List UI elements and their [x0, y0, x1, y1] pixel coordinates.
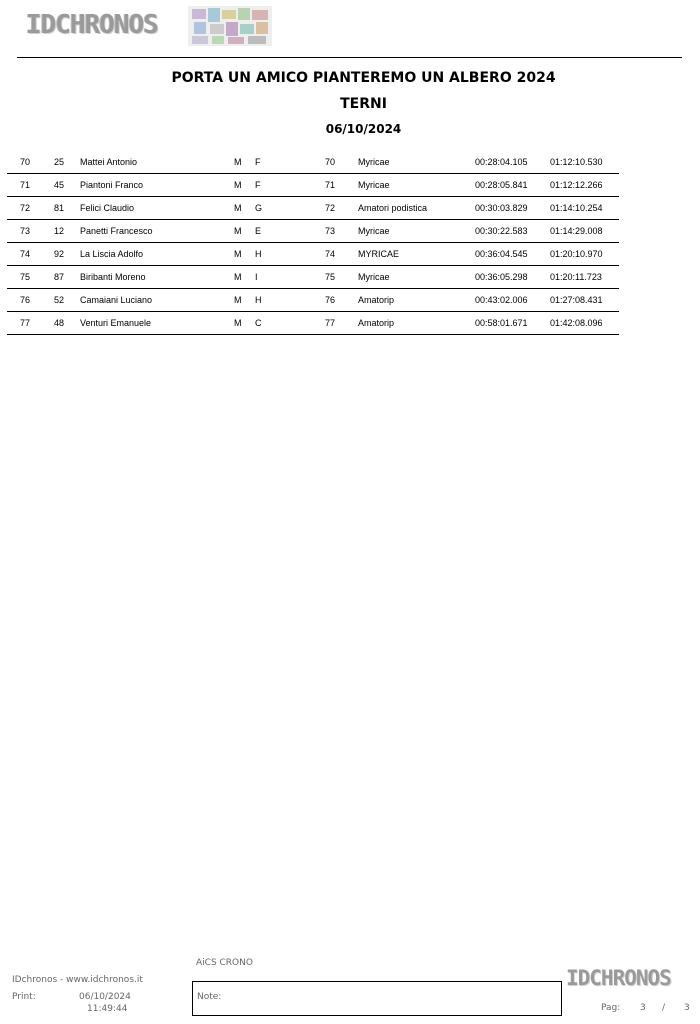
athlete-name-cell: Venturi Emanuele [80, 318, 152, 328]
sex-cell: M [234, 180, 242, 190]
athlete-name-cell: Felici Claudio [80, 203, 135, 213]
position-cell: 71 [20, 180, 31, 190]
gap-cell: 00:28:04.105 [475, 157, 528, 167]
team-cell: Myricae [358, 226, 390, 236]
team-cell: Amatorip [358, 295, 395, 305]
bib-cell: 12 [54, 226, 65, 236]
sex-cell: M [234, 318, 242, 328]
athlete-name-cell: Mattei Antonio [80, 157, 138, 167]
bib-cell: 45 [54, 180, 65, 190]
table-row [7, 197, 619, 220]
time-cell: 01:12:10.530 [550, 157, 603, 167]
print-date: 06/10/2024 [79, 992, 131, 1002]
time-cell: 01:20:11.723 [550, 272, 602, 282]
category-position-cell: 75 [325, 272, 336, 282]
gap-cell: 00:43:02.006 [475, 295, 528, 305]
table-row [7, 266, 619, 289]
sex-cell: M [234, 203, 242, 213]
sex-cell: M [234, 295, 242, 305]
gap-cell: 00:36:05.298 [475, 272, 528, 282]
category-position-cell: 76 [325, 295, 336, 305]
bib-cell: 52 [54, 295, 65, 305]
time-cell: 01:14:10.254 [550, 203, 603, 213]
sex-cell: M [234, 272, 242, 282]
event-location: TERNI [340, 96, 387, 112]
category-position-cell: 74 [325, 249, 336, 259]
page-total: 3 [684, 1003, 690, 1013]
bib-cell: 92 [54, 249, 65, 259]
category-position-cell: 73 [325, 226, 336, 236]
sex-cell: M [234, 249, 242, 259]
category-cell: E [255, 226, 262, 236]
category-cell: C [255, 318, 262, 328]
category-cell: F [255, 157, 261, 167]
position-cell: 75 [20, 272, 31, 282]
website-text: IDchronos - www.idchronos.it [12, 975, 143, 985]
category-position-cell: 77 [325, 318, 336, 328]
table-row [7, 312, 619, 335]
table-row [7, 243, 619, 266]
position-cell: 76 [20, 295, 31, 305]
time-cell: 01:20:10.970 [550, 249, 603, 259]
gap-cell: 00:30:22.583 [475, 226, 528, 236]
table-row [7, 220, 619, 243]
category-cell: I [255, 272, 258, 282]
time-cell: 01:42:08.096 [550, 318, 603, 328]
position-cell: 72 [20, 203, 31, 213]
bib-cell: 48 [54, 318, 65, 328]
idchronos-logo [26, 4, 250, 48]
page-current: 3 [640, 1003, 646, 1013]
organizer-label: AiCS CRONO [196, 958, 253, 968]
category-cell: F [255, 180, 261, 190]
event-title: PORTA UN AMICO PIANTEREMO UN ALBERO 2024 [171, 70, 556, 86]
gap-cell: 00:28:05.841 [475, 180, 528, 190]
position-cell: 74 [20, 249, 31, 259]
sex-cell: M [234, 226, 242, 236]
position-cell: 77 [20, 318, 31, 328]
footer-logo-wordmark: IDCHRONOS [566, 966, 671, 990]
print-label: Print: [12, 992, 36, 1002]
category-cell: G [255, 203, 263, 213]
table-row [7, 289, 619, 312]
header-divider [17, 57, 682, 58]
team-cell: Amatorip [358, 318, 395, 328]
position-cell: 73 [20, 226, 31, 236]
table-row [7, 151, 619, 174]
page-separator: / [662, 1003, 666, 1013]
logo-mosaic-icon [188, 4, 274, 48]
bib-cell: 81 [54, 203, 65, 213]
category-position-cell: 71 [325, 180, 336, 190]
athlete-name-cell: Camaiani Luciano [80, 295, 153, 305]
page-label: Pag: [601, 1003, 621, 1013]
athlete-name-cell: Panetti Francesco [80, 226, 153, 236]
print-time: 11:49:44 [87, 1004, 128, 1014]
team-cell: Amatori podistica [358, 203, 428, 213]
results-table [7, 151, 619, 335]
note-box [192, 981, 562, 1016]
gap-cell: 00:58:01.671 [475, 318, 528, 328]
footer-logo [566, 966, 696, 988]
time-cell: 01:27:08.431 [550, 295, 603, 305]
athlete-name-cell: Piantoni Franco [80, 180, 144, 190]
team-cell: Myricae [358, 157, 390, 167]
bib-cell: 87 [54, 272, 65, 282]
team-cell: Myricae [358, 180, 390, 190]
bib-cell: 25 [54, 157, 65, 167]
category-position-cell: 70 [325, 157, 336, 167]
table-row [7, 174, 619, 197]
title-block [17, 68, 700, 138]
category-cell: H [255, 295, 262, 305]
category-cell: H [255, 249, 262, 259]
sex-cell: M [234, 157, 242, 167]
athlete-name-cell: Biribanti Moreno [80, 272, 146, 282]
time-cell: 01:12:12.266 [550, 180, 603, 190]
team-cell: MYRICAE [358, 249, 400, 259]
athlete-name-cell: La Liscia Adolfo [80, 249, 144, 259]
gap-cell: 00:30:03.829 [475, 203, 528, 213]
event-date: 06/10/2024 [325, 122, 402, 136]
gap-cell: 00:36:04.545 [475, 249, 528, 259]
logo-wordmark: IDCHRONOS [26, 10, 158, 40]
note-label: Note: [197, 992, 222, 1002]
time-cell: 01:14:29.008 [550, 226, 603, 236]
team-cell: Myricae [358, 272, 390, 282]
category-position-cell: 72 [325, 203, 336, 213]
position-cell: 70 [20, 157, 31, 167]
